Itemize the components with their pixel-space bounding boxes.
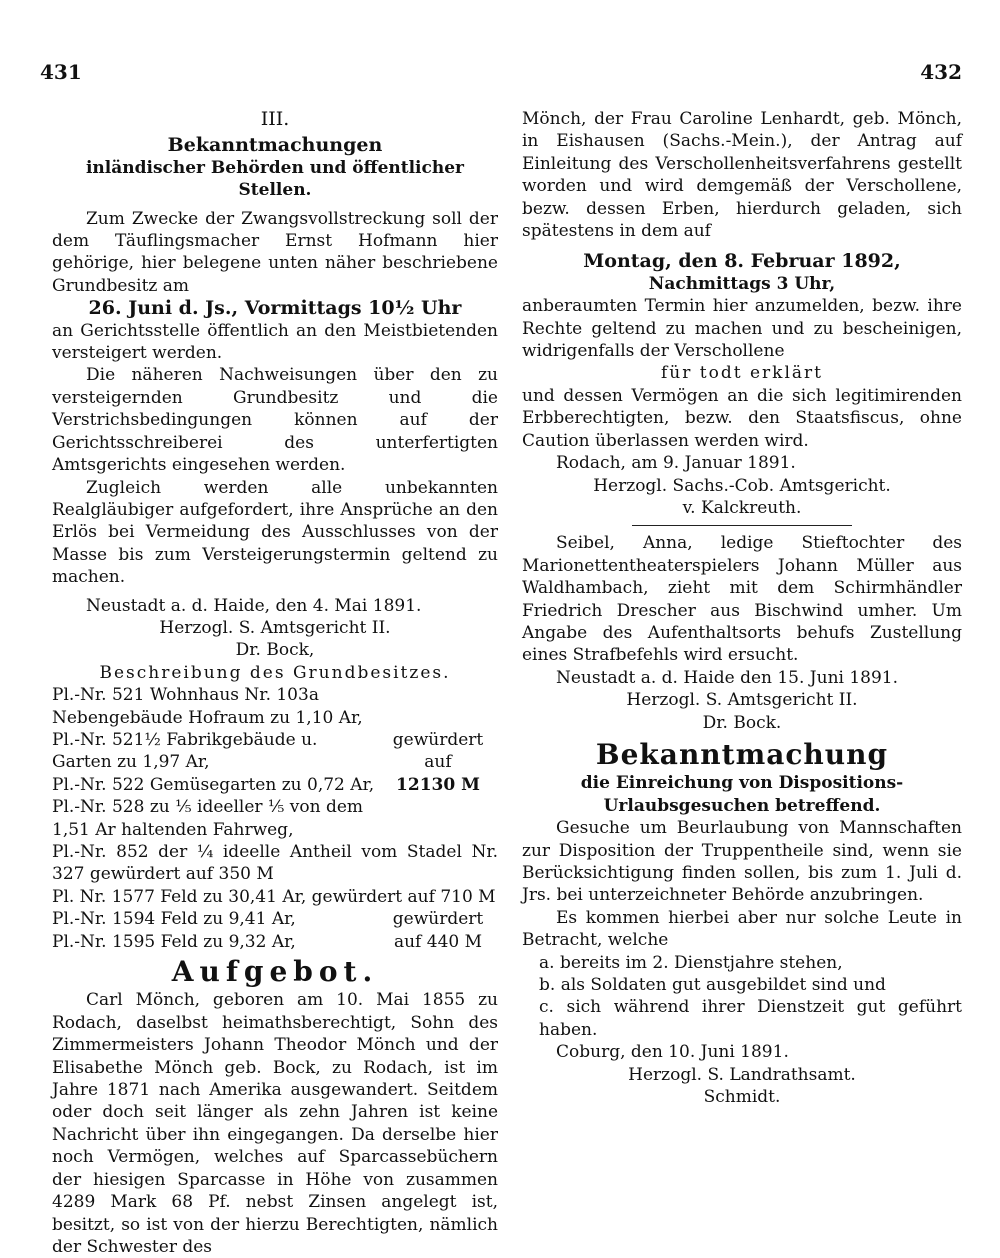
notice1-date: 26. Juni d. Js., Vormittags 10½ Uhr bbox=[88, 297, 462, 320]
section-subtitle: inländischer Behörden und öffentlicher Stellen. bbox=[85, 157, 465, 201]
aufgebot-title: Aufgebot. bbox=[171, 955, 379, 989]
property-value bbox=[388, 684, 488, 729]
bekanntmachung-paragraph-1: Gesuche um Beurlaubung von Mannschaften zur Disposition der Truppentheile sind, wenn sie Berücksichtigung finden sollen, bis zum 1. Juli d. Jrs. bei unterzeichneter Behörde anzubringen. bbox=[522, 818, 962, 906]
bekanntmachung-office: Herzogl. S. Landrathsamt. bbox=[628, 1064, 856, 1085]
aufgebot-text: Carl Mönch, geboren am 10. Mai 1855 zu Rodach, daselbst heimathsberechtigt, Sohn des Zimmermeisters Johann Theodor Mönch und der Elisabethe Mönch geb. Bock, zu Rodach, ist im Jahre 1871 nach Amerika ausgewandert. Seitdem oder doch seit länger als zehn Jahren ist keine Nachricht über ihn eingegangen. Da derselbe hier noch Vermögen, welches auf Sparcassebüchern der hiesigen Sparcasse in Höhe von zusammen 4289 Mark 68 Pf. nebst Zinsen angelegt ist, besitzt, so ist von der hierzu Berechtigten, nämlich der Schwester des bbox=[52, 990, 498, 1257]
bekanntmachung-signature: Schmidt. bbox=[703, 1087, 781, 1108]
notice1-court: Herzogl. S. Amtsgericht II. bbox=[159, 617, 391, 638]
list-item: b. als Soldaten gut ausgebildet sind und bbox=[539, 975, 886, 996]
notice1-signature: Dr. Bock, bbox=[235, 640, 315, 661]
bekanntmachung-title: Bekanntmachung bbox=[595, 737, 889, 771]
property-1577: Pl. Nr. 1577 Feld zu 30,41 Ar, gewürdert auf 710 M bbox=[52, 886, 496, 907]
term-time: Nachmittags 3 Uhr, bbox=[648, 273, 836, 294]
page-number-left: 431 bbox=[40, 60, 82, 84]
list-item: a. bereits im 2. Dienstjahre stehen, bbox=[539, 952, 843, 973]
property-852: Pl.-Nr. 852 der ¼ ideelle Antheil vom Stadel Nr. 327 gewürdert auf 350 M bbox=[52, 842, 498, 885]
seibel-court: Herzogl. S. Amtsgericht II. bbox=[626, 690, 858, 711]
term-date: Montag, den 8. Februar 1892, bbox=[583, 250, 901, 273]
property-table-2 bbox=[52, 908, 498, 953]
left-column bbox=[52, 108, 498, 1258]
term-paragraph: anberaumten Termin hier anzumelden, bezw. ihre Rechte geltend zu machen und zu bescheinigen, widrigenfalls der Verschollene bbox=[522, 296, 962, 362]
seibel-signature: Dr. Bock. bbox=[702, 712, 782, 733]
property-value: 12130 M bbox=[396, 774, 480, 795]
notice1-paragraph-2: an Gerichtsstelle öffentlich an den Meistbietenden versteigert werden. bbox=[52, 320, 498, 364]
property-table bbox=[52, 684, 498, 841]
property-row: Pl.-Nr. 528 zu ⅕ ideeller ⅕ von dem 1,51 Ar haltenden Fahrweg, bbox=[52, 797, 364, 840]
property-row: Pl.-Nr. 522 Gemüsegarten zu 0,72 Ar, bbox=[52, 774, 375, 795]
aufgebot-signature: v. Kalckreuth. bbox=[682, 497, 802, 518]
aufgebot-place-date: Rodach, am 9. Januar 1891. bbox=[556, 453, 796, 474]
declared-dead-paragraph: und dessen Vermögen an die sich legitimirenden Erbberechtigten, bezw. den Staatsfiscus, ohne Caution überlassen werden wird. bbox=[522, 385, 962, 451]
seibel-place-date: Neustadt a. d. Haide den 15. Juni 1891. bbox=[556, 667, 899, 688]
notice1-paragraph-1: Zum Zwecke der Zwangsvollstreckung soll der dem Täuflingsmacher Ernst Hofmann hier gehörige, hier belegene unten näher beschriebene Grundbesitz am bbox=[52, 208, 498, 296]
aufgebot-continuation: Mönch, der Frau Caroline Lenhardt, geb. Mönch, in Eishausen (Sachs.-Mein.), der Antrag auf Einleitung des Verschollenheitsverfahrens gestellt worden und wird demgemäß der Verschollene, bezw. dessen Erben, hierdurch geladen, sich spätestens in dem auf bbox=[522, 109, 962, 242]
property-row: Pl.-Nr. 521 Wohnhaus Nr. 103a Nebengebäude Hofraum zu 1,10 Ar, bbox=[52, 685, 363, 728]
property-value bbox=[388, 796, 488, 841]
property-value: gewürdert auf bbox=[392, 729, 484, 773]
notice1-paragraph-4: Zugleich werden alle unbekannten Realgläubiger aufgefordert, ihre Ansprüche an den Erlös bei Vermeidung des Ausschlusses von der Masse bis zum Versteigerungstermin geltend zu machen. bbox=[52, 477, 498, 588]
page-number-right: 432 bbox=[920, 60, 962, 84]
aufgebot-court: Herzogl. Sachs.-Cob. Amtsgericht. bbox=[593, 475, 891, 496]
bekanntmachung-paragraph-2: Es kommen hierbei aber nur solche Leute in Betracht, welche bbox=[522, 907, 962, 951]
bekanntmachung-subtitle: die Einreichung von Dispositions-Urlaubsgesuchen betreffend. bbox=[580, 773, 904, 816]
right-column bbox=[522, 108, 962, 1108]
property-row: Pl.-Nr. 521½ Fabrikgebäude u. Garten zu 1,97 Ar, bbox=[52, 729, 318, 773]
section-title: Bekanntmachungen bbox=[167, 134, 383, 157]
divider bbox=[632, 525, 852, 526]
section-number: III. bbox=[260, 108, 290, 130]
property-1595: Pl.-Nr. 1595 Feld zu 9,32 Ar, bbox=[52, 931, 296, 952]
notice1-paragraph-3: Die näheren Nachweisungen über den zu versteigernden Grundbesitz und die Verstrichsbedingungen können auf der Gerichtsschreiberei des unterfertigten Amtsgerichts eingesehen werden. bbox=[52, 365, 498, 476]
declared-dead: für todt erklärt bbox=[661, 363, 823, 384]
property-heading: Beschreibung des Grundbesitzes. bbox=[99, 662, 451, 683]
bekanntmachung-place-date: Coburg, den 10. Juni 1891. bbox=[556, 1042, 789, 1063]
property-1594: Pl.-Nr. 1594 Feld zu 9,41 Ar, bbox=[52, 909, 296, 930]
notice1-place-date: Neustadt a. d. Haide, den 4. Mai 1891. bbox=[86, 595, 422, 616]
seibel-text: Seibel, Anna, ledige Stieftochter des Marionettentheaterspielers Johann Müller aus Waldhambach, zieht mit dem Schirmhändler Friedrich Drescher aus Bischwind umher. Um Angabe des Aufenthaltsorts behufs Zustellung eines Strafbefehls wird ersucht. bbox=[522, 533, 962, 666]
property-1594-1595-value: gewürdert auf 440 M bbox=[392, 909, 484, 952]
list-item: c. sich während ihrer Dienstzeit gut geführt haben. bbox=[539, 997, 962, 1040]
